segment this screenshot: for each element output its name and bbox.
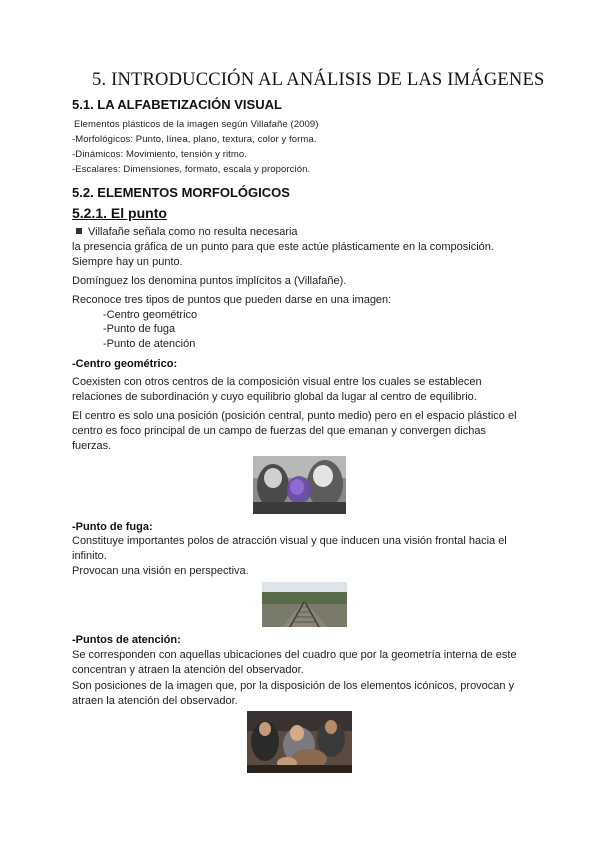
text-line: concentran y atraen la atención del observador. [72, 664, 304, 676]
text-line: la presencia gráfica de un punto para que este actúe plásticamente en la composición. [72, 241, 494, 253]
text-line: relaciones de subordinación y cuyo equilibrio global da lugar al centro de equilibrio. [72, 391, 477, 403]
text-line: infinito. [72, 550, 107, 562]
list-item: -Punto de fuga [103, 323, 176, 335]
text-line: -Morfológicos: Punto, línea, plano, textura, color y forma. [72, 134, 317, 145]
text-line: Domínguez los denomina puntos implícitos a (Villafañe). [72, 275, 347, 287]
text-line: Siempre hay un punto. [72, 256, 183, 268]
text-line: -Escalares: Dimensiones, formato, escala y proporción. [72, 164, 311, 175]
photo-illustration [247, 711, 352, 773]
section-5-1-heading: 5.1. LA ALFABETIZACIÓN VISUAL [72, 97, 282, 112]
page-title: 5. INTRODUCCIÓN AL ANÁLISIS DE LAS IMÁGENES [92, 70, 545, 90]
text-line: Son posiciones de la imagen que, por la disposición de los elementos icónicos, provocan y [72, 680, 515, 692]
centro-heading: -Centro geométrico: [72, 358, 178, 370]
text-line: Elementos plásticos de la imagen según Villafañe (2009) [74, 119, 319, 130]
text-line: -Dinámicos: Movimiento, tensión y ritmo. [72, 149, 248, 160]
text-line: Se corresponden con aquellas ubicaciones del cuadro que por la geometría interna de este [72, 649, 517, 661]
fuga-heading: -Punto de fuga: [72, 521, 153, 533]
photo-illustration [262, 582, 347, 627]
centro-geometrico-photo [253, 456, 346, 514]
punto-de-fuga-photo [262, 582, 347, 627]
text-line: Provocan una visión en perspectiva. [72, 565, 249, 577]
text-line: Coexisten con otros centros de la composición visual entre los cuales se establecen [72, 376, 482, 388]
text-line: fuerzas. [72, 440, 112, 452]
puntos-de-atencion-photo [247, 711, 352, 773]
square-bullet-icon [76, 228, 82, 234]
bullet-text: Villafañe señala como no resulta necesaria [88, 226, 298, 238]
text-line: centro es foco principal de un campo de fuerzas del que emanan y convergen dichas [72, 425, 486, 437]
list-item: -Centro geométrico [103, 309, 198, 321]
text-line: El centro es solo una posición (posición central, punto medio) pero en el espacio plástico el [72, 410, 517, 422]
list-item: -Punto de atención [103, 338, 196, 350]
atencion-heading: -Puntos de atención: [72, 634, 181, 646]
text-line: atraen la atención del observador. [72, 695, 238, 707]
text-line: Reconoce tres tipos de puntos que pueden darse en una imagen: [72, 294, 392, 306]
photo-illustration [253, 456, 346, 514]
text-line: Constituye importantes polos de atracción visual y que inducen una visión frontal hacia el [72, 535, 507, 547]
subsection-heading: 5.2.1. El punto [72, 205, 167, 221]
bullet-item [76, 226, 298, 238]
section-5-2-heading: 5.2. ELEMENTOS MORFOLÓGICOS [72, 185, 290, 200]
